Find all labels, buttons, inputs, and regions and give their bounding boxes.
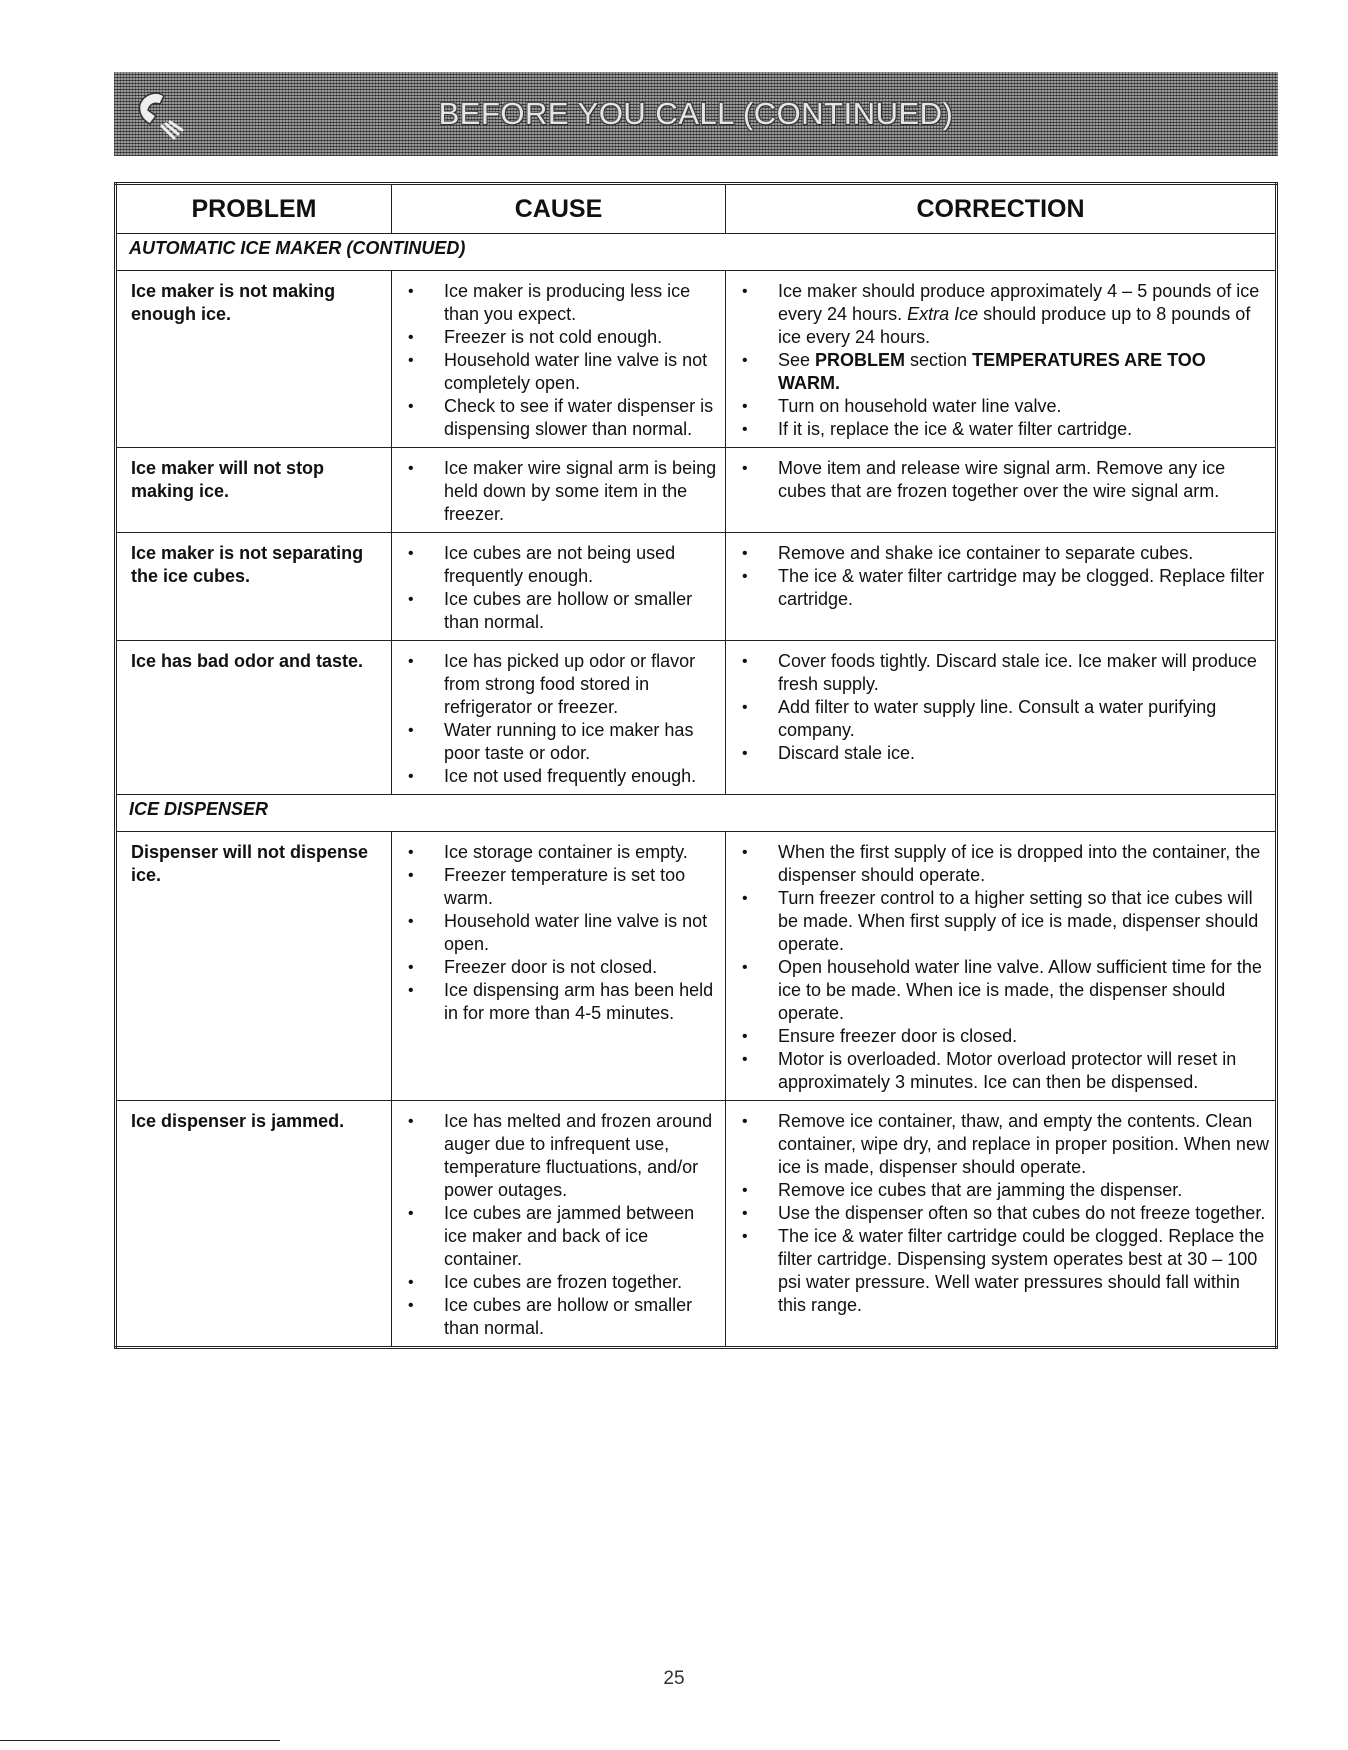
section-title: AUTOMATIC ICE MAKER (CONTINUED)	[116, 234, 1277, 271]
correction-text: section	[905, 350, 973, 370]
correction-text: When the first supply of ice is dropped into the container, the dispenser should operate.	[778, 842, 1261, 885]
cause-cell	[392, 533, 726, 641]
correction-item	[726, 457, 1269, 503]
correction-item	[726, 418, 1269, 441]
cause-item: • Ice cubes are hollow or smaller than normal.	[392, 1294, 719, 1340]
correction-cell	[726, 533, 1277, 641]
correction-item	[726, 1179, 1269, 1202]
correction-cell	[726, 448, 1277, 533]
troubleshooting-table	[114, 182, 1278, 1349]
footer-rule	[0, 1740, 280, 1741]
correction-list	[726, 641, 1275, 771]
problem-cell: Ice maker will not stop making ice.	[116, 448, 392, 533]
correction-text: Use the dispenser often so that cubes do not freeze together.	[778, 1203, 1266, 1223]
cause-list	[392, 271, 725, 447]
cause-cell	[392, 641, 726, 795]
correction-text: TEMPERATURES ARE TOO WARM.	[778, 350, 1206, 393]
header-correction: CORRECTION	[726, 184, 1277, 234]
section-title: ICE DISPENSER	[116, 795, 1277, 832]
table-row	[116, 533, 1277, 641]
cause-item: • Ice cubes are frozen together.	[392, 1271, 719, 1294]
cause-item: • Household water line valve is not completely open.	[392, 349, 719, 395]
cause-list	[392, 832, 725, 1031]
cause-item: • Ice has picked up odor or flavor from strong food stored in refrigerator or freezer.	[392, 650, 719, 719]
table-header-row	[116, 184, 1277, 234]
table-body	[116, 234, 1277, 1348]
correction-item	[726, 395, 1269, 418]
cause-cell	[392, 1101, 726, 1348]
correction-item	[726, 742, 1269, 765]
correction-text: should produce up to 8 pounds of ice every 24 hours.	[778, 304, 1251, 347]
correction-cell	[726, 832, 1277, 1101]
correction-cell	[726, 271, 1277, 448]
cause-item: • Ice cubes are hollow or smaller than normal.	[392, 588, 719, 634]
correction-text: Add filter to water supply line. Consult a water purifying company.	[778, 697, 1217, 740]
cause-item: • Freezer is not cold enough.	[392, 326, 719, 349]
header-problem: PROBLEM	[116, 184, 392, 234]
correction-text: If it is, replace the ice & water filter cartridge.	[778, 419, 1133, 439]
correction-text: PROBLEM	[815, 350, 906, 370]
cause-item: • Ice cubes are jammed between ice maker and back of ice container.	[392, 1202, 719, 1271]
correction-item	[726, 1025, 1269, 1048]
correction-item	[726, 1202, 1269, 1225]
section-row	[116, 234, 1277, 271]
correction-text: The ice & water filter cartridge could be clogged. Replace the filter cartridge. Dispensing system operates best at 30 – 100 psi water pressure. Well water pressures should fall within this range.	[778, 1226, 1265, 1315]
correction-list	[726, 1101, 1275, 1323]
page-banner	[114, 72, 1278, 156]
correction-text: Extra Ice	[907, 304, 979, 324]
correction-text: Remove ice container, thaw, and empty the contents. Clean container, wipe dry, and replace in proper position. When new ice is made, dispenser should operate.	[778, 1111, 1269, 1177]
correction-cell	[726, 1101, 1277, 1348]
correction-item	[726, 956, 1269, 1025]
problem-cell: Ice has bad odor and taste.	[116, 641, 392, 795]
correction-item	[726, 841, 1269, 887]
telephone-handset-icon	[130, 82, 194, 146]
page-number: 25	[663, 1668, 685, 1689]
problem-cell: Ice dispenser is jammed.	[116, 1101, 392, 1348]
header-cause: CAUSE	[392, 184, 726, 234]
cause-list	[392, 533, 725, 640]
cause-item: • Ice has melted and frozen around auger due to infrequent use, temperature fluctuations, and/or power outages.	[392, 1110, 719, 1202]
correction-item	[726, 887, 1269, 956]
correction-item	[726, 349, 1269, 395]
correction-text: Ensure freezer door is closed.	[778, 1026, 1018, 1046]
correction-text: Discard stale ice.	[778, 743, 916, 763]
cause-cell	[392, 448, 726, 533]
cause-item: • Check to see if water dispenser is dispensing slower than normal.	[392, 395, 719, 441]
table-row	[116, 1101, 1277, 1348]
correction-item	[726, 542, 1269, 565]
cause-list	[392, 448, 725, 532]
cause-item: • Freezer door is not closed.	[392, 956, 719, 979]
section-row	[116, 795, 1277, 832]
correction-item	[726, 1048, 1269, 1094]
correction-item	[726, 650, 1269, 696]
correction-text: Turn on household water line valve.	[778, 396, 1062, 416]
table-row	[116, 448, 1277, 533]
correction-text: See	[778, 350, 816, 370]
correction-text: Remove and shake ice container to separate cubes.	[778, 543, 1194, 563]
problem-cell: Dispenser will not dispense ice.	[116, 832, 392, 1101]
cause-item: • Water running to ice maker has poor taste or odor.	[392, 719, 719, 765]
cause-item: • Ice dispensing arm has been held in for more than 4-5 minutes.	[392, 979, 719, 1025]
correction-text: Ice maker should produce approximately 4 – 5 pounds of ice every 24 hours.	[778, 281, 1260, 324]
problem-cell: Ice maker is not making enough ice.	[116, 271, 392, 448]
cause-item: • Ice cubes are not being used frequently enough.	[392, 542, 719, 588]
correction-list	[726, 448, 1275, 509]
cause-item: • Household water line valve is not open.	[392, 910, 719, 956]
correction-text: Cover foods tightly. Discard stale ice. Ice maker will produce fresh supply.	[778, 651, 1257, 694]
correction-item	[726, 696, 1269, 742]
problem-cell: Ice maker is not separating the ice cubes.	[116, 533, 392, 641]
correction-list	[726, 832, 1275, 1100]
correction-text: Move item and release wire signal arm. Remove any ice cubes that are frozen together over the wire signal arm.	[778, 458, 1226, 501]
correction-text: Turn freezer control to a higher setting so that ice cubes will be made. When first supply of ice is made, dispenser should operate.	[778, 888, 1259, 954]
cause-list	[392, 1101, 725, 1346]
page-title: BEFORE YOU CALL (CONTINUED)	[438, 96, 954, 131]
correction-item	[726, 1225, 1269, 1317]
cause-item: • Ice maker wire signal arm is being held down by some item in the freezer.	[392, 457, 719, 526]
correction-text: Motor is overloaded. Motor overload protector will reset in approximately 3 minutes. Ice can then be dispensed.	[778, 1049, 1237, 1092]
cause-item: • Ice not used frequently enough.	[392, 765, 719, 788]
correction-cell	[726, 641, 1277, 795]
correction-item	[726, 565, 1269, 611]
correction-list	[726, 533, 1275, 617]
cause-item: • Freezer temperature is set too warm.	[392, 864, 719, 910]
cause-cell	[392, 271, 726, 448]
cause-cell	[392, 832, 726, 1101]
cause-list	[392, 641, 725, 794]
correction-text: Open household water line valve. Allow sufficient time for the ice to be made. When ice is made, the dispenser should operate.	[778, 957, 1262, 1023]
table-row	[116, 832, 1277, 1101]
correction-list	[726, 271, 1275, 447]
correction-item	[726, 280, 1269, 349]
correction-text: Remove ice cubes that are jamming the dispenser.	[778, 1180, 1183, 1200]
table-row	[116, 271, 1277, 448]
cause-item: • Ice storage container is empty.	[392, 841, 719, 864]
correction-item	[726, 1110, 1269, 1179]
correction-text: The ice & water filter cartridge may be clogged. Replace filter cartridge.	[778, 566, 1265, 609]
cause-item: • Ice maker is producing less ice than you expect.	[392, 280, 719, 326]
table-row	[116, 641, 1277, 795]
